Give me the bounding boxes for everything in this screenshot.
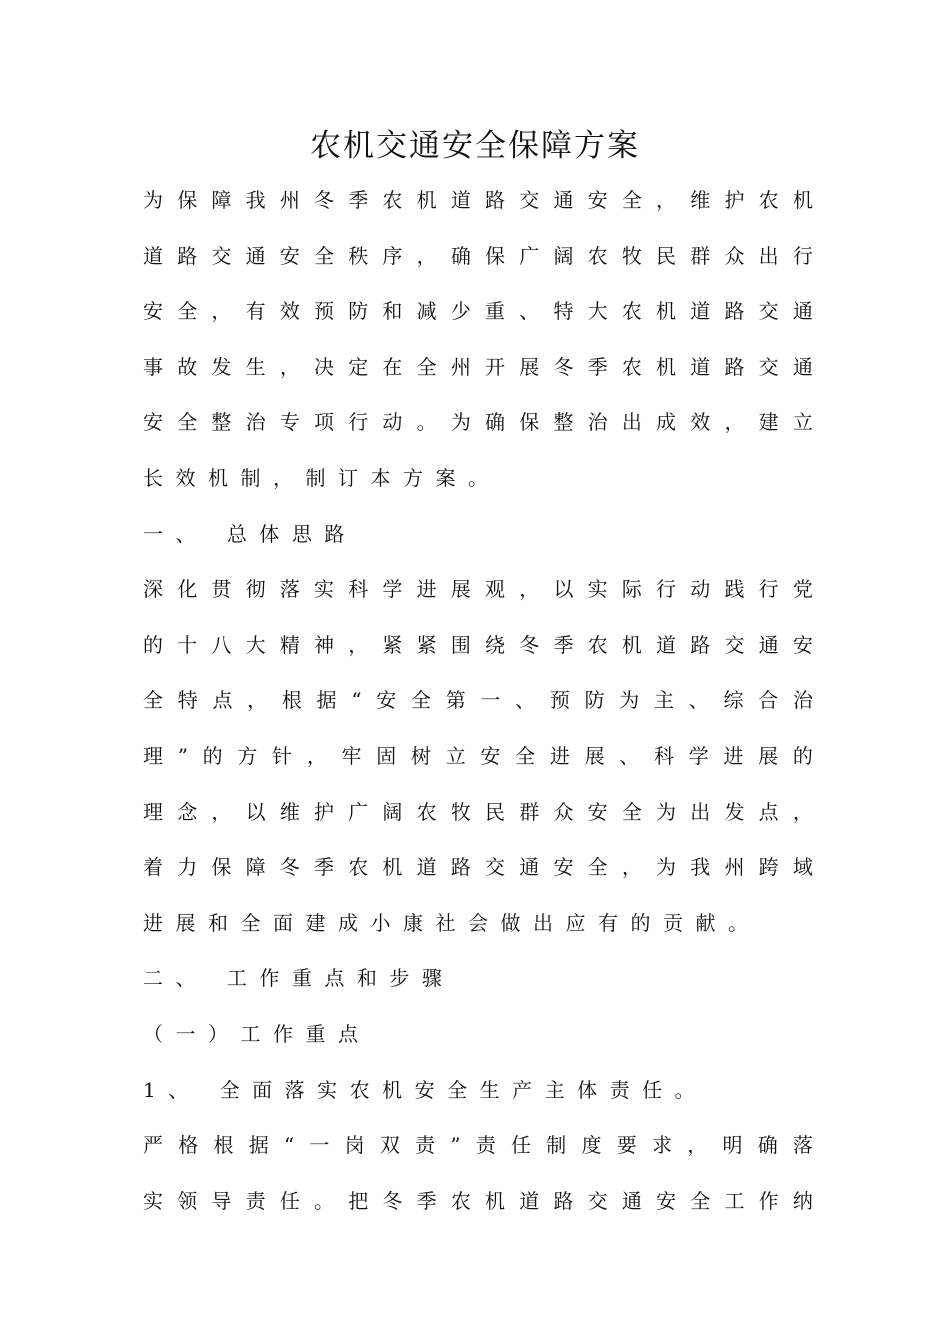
document-title: 农机交通安全保障方案 [310, 128, 640, 164]
body-line [143, 178, 813, 234]
body-line-text: 全 特 点 ， 根 据 “ 安 全 第 一 、 预 防 为 主 、 综 合 治 [143, 688, 813, 713]
body-line-text: （一）工作重点 [143, 1021, 371, 1046]
body-line-text: 一、 总体思路 [143, 521, 357, 546]
body-line-text: 的 十 八 大 精 神 ， 紧 紧 围 绕 冬 季 农 机 道 路 交 通 安 [143, 632, 813, 657]
document-body [143, 178, 813, 1234]
body-line [143, 1179, 813, 1235]
body-line [143, 567, 813, 623]
body-line-text: 安 全 ， 有 效 预 防 和 减 少 重 、 特 大 农 机 道 路 交 通 [143, 299, 813, 324]
body-line-text: 理 ” 的 方 针 ， 牢 固 树 立 安 全 进 展 、 科 学 进 展 的 [143, 743, 813, 768]
body-line-text: 严 格 根 据 “ 一 岗 双 责 ” 责 任 制 度 要 求 ， 明 确 落 [143, 1133, 813, 1158]
body-line [143, 289, 813, 345]
body-line [143, 234, 813, 290]
body-line [143, 400, 813, 456]
body-line [143, 1012, 813, 1068]
body-line [143, 623, 813, 679]
body-line-text: 着 力 保 障 冬 季 农 机 道 路 交 通 安 全 ， 为 我 州 跨 域 [143, 855, 813, 880]
body-line-text: 深 化 贯 彻 落 实 科 学 进 展 观 ， 以 实 际 行 动 践 行 党 [143, 577, 813, 602]
body-line [143, 901, 813, 957]
body-line-text: 事 故 发 生 ， 决 定 在 全 州 开 展 冬 季 农 机 道 路 交 通 [143, 354, 813, 379]
body-line-text: 进展和全面建成小康社会做出应有的贡献。 [143, 910, 761, 935]
body-line-text: 为 保 障 我 州 冬 季 农 机 道 路 交 通 安 全 ， 维 护 农 机 [143, 188, 813, 212]
body-line [143, 790, 813, 846]
body-line [143, 1123, 813, 1179]
body-line-text: 长效机制，制订本方案。 [143, 465, 501, 490]
body-line [143, 345, 813, 401]
body-line [143, 678, 813, 734]
body-line-text: 1、 全面落实农机安全生产主体责任。 [143, 1077, 708, 1102]
body-line [143, 1068, 813, 1124]
body-line [143, 456, 813, 512]
body-line [143, 512, 813, 568]
body-line [143, 734, 813, 790]
body-line [143, 845, 813, 901]
body-line-text: 二、 工作重点和步骤 [143, 966, 455, 991]
body-line-text: 安 全 整 治 专 项 行 动 。 为 确 保 整 治 出 成 效 ， 建 立 [143, 410, 813, 435]
body-line [143, 956, 813, 1012]
body-line-text: 实 领 导 责 任 。 把 冬 季 农 机 道 路 交 通 安 全 工 作 纳 [143, 1188, 813, 1213]
body-line-text: 理 念 ， 以 维 护 广 阔 农 牧 民 群 众 安 全 为 出 发 点 ， [143, 799, 813, 824]
body-line-text: 道 路 交 通 安 全 秩 序 ， 确 保 广 阔 农 牧 民 群 众 出 行 [143, 243, 813, 268]
